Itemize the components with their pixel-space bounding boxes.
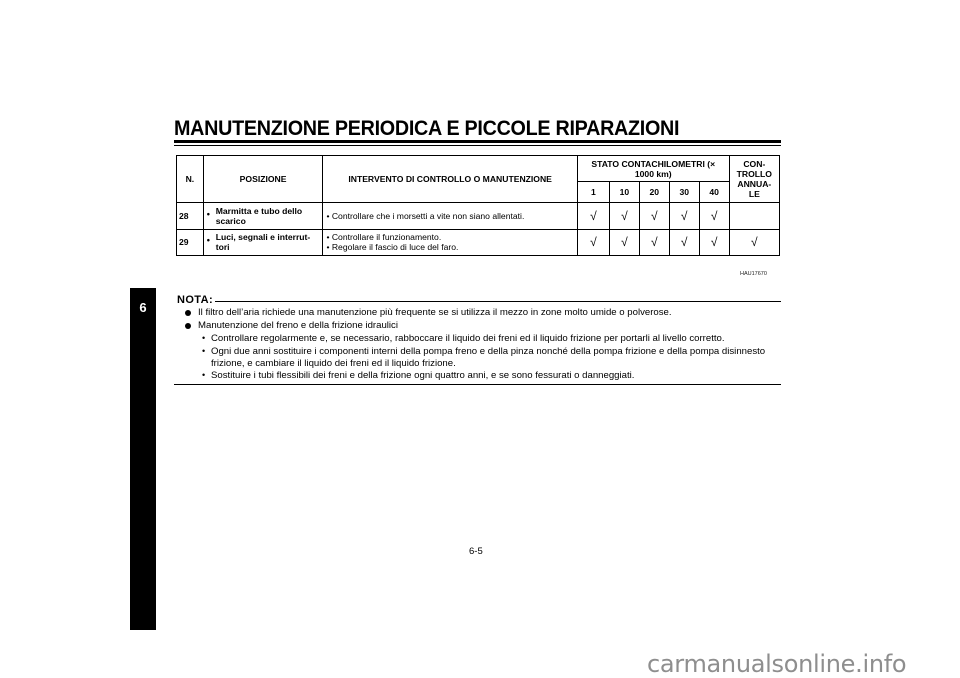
- page-title: MANUTENZIONE PERIODICA E PICCOLE RIPARAZIONI: [174, 117, 680, 140]
- sub-bullet: •: [202, 346, 206, 356]
- row-check: √: [669, 203, 699, 229]
- nota-sub-item-cont: frizione, e cambiare il liquido dei freni ed il liquido frizione.: [211, 358, 456, 369]
- nota-rule: [215, 301, 781, 302]
- header-km-30: 30: [669, 182, 699, 203]
- maintenance-table: [176, 155, 780, 256]
- header-km-10: 10: [609, 182, 639, 203]
- row-position-label: Marmitta e tubo dello scarico: [215, 206, 303, 227]
- row-bullet: •: [206, 235, 210, 246]
- document-code: HAU17670: [740, 271, 767, 277]
- row-action-line: • Controllare che i morsetti a vite non siano allentati.: [326, 211, 525, 222]
- row-check: √: [577, 203, 609, 229]
- header-n: N.: [177, 156, 204, 203]
- watermark: carmanualsonline.info: [647, 650, 907, 678]
- row-check: √: [609, 203, 639, 229]
- row-action: [323, 229, 577, 255]
- row-check: √: [699, 229, 729, 255]
- row-bullet: •: [206, 208, 210, 219]
- row-annual-check: [729, 203, 779, 229]
- row-check: √: [577, 229, 609, 255]
- sub-bullet: •: [202, 333, 206, 343]
- sub-bullet: •: [202, 370, 206, 380]
- nota-bottom-rule: [174, 384, 781, 385]
- table-row: [177, 229, 780, 255]
- page-number: 6-5: [469, 546, 483, 557]
- header-stato: STATO CONTACHILOMETRI (× 1000 km): [577, 156, 729, 182]
- chapter-number: 6: [139, 300, 147, 315]
- nota-item: Il filtro dell’aria richiede una manutenzione più frequente se si utilizza il mezzo in zone molto umide o polverose.: [198, 307, 672, 318]
- row-position: [203, 203, 323, 229]
- row-action: [323, 203, 577, 229]
- nota-bullet-icon: [185, 310, 191, 316]
- header-posizione: POSIZIONE: [203, 156, 323, 203]
- chapter-tab: [130, 288, 156, 630]
- row-action-line: • Controllare il funzionamento.: [326, 232, 442, 243]
- row-action-line: • Regolare il fascio di luce del faro.: [326, 242, 459, 253]
- title-rule: [174, 140, 781, 143]
- row-check: √: [639, 229, 669, 255]
- row-position-label: Luci, segnali e interrut-tori: [215, 232, 311, 253]
- header-intervento: INTERVENTO DI CONTROLLO O MANUTENZIONE: [323, 156, 577, 203]
- header-km-20: 20: [639, 182, 669, 203]
- row-annual-check: √: [729, 229, 779, 255]
- nota-bullet-icon: [185, 323, 191, 329]
- nota-sub-item: Sostituire i tubi flessibili dei freni e della frizione ogni quattro anni, e se sono fessurati o danneggiati.: [211, 370, 635, 381]
- nota-item: Manutenzione del freno e della frizione idraulici: [198, 320, 398, 331]
- row-check: √: [669, 229, 699, 255]
- table-row: [177, 203, 780, 229]
- nota-sub-item: Ogni due anni sostituire i componenti interni della pompa freno e della pinza nonché della pompa frizione e della pompa disinnesto: [211, 346, 766, 357]
- row-number: 28: [177, 203, 204, 229]
- row-number: 29: [177, 229, 204, 255]
- nota-title: NOTA:: [177, 294, 214, 306]
- title-rule-thin: [174, 145, 781, 146]
- header-km-1: 1: [577, 182, 609, 203]
- header-km-40: 40: [699, 182, 729, 203]
- row-check: √: [609, 229, 639, 255]
- nota-sub-item: Controllare regolarmente e, se necessario, rabboccare il liquido dei freni ed il liquido frizione per portarli al livello corretto.: [211, 333, 725, 344]
- header-controllo: CON-TROLLO ANNUA-LE: [729, 156, 779, 203]
- row-check: √: [639, 203, 669, 229]
- row-check: √: [699, 203, 729, 229]
- row-position: [203, 229, 323, 255]
